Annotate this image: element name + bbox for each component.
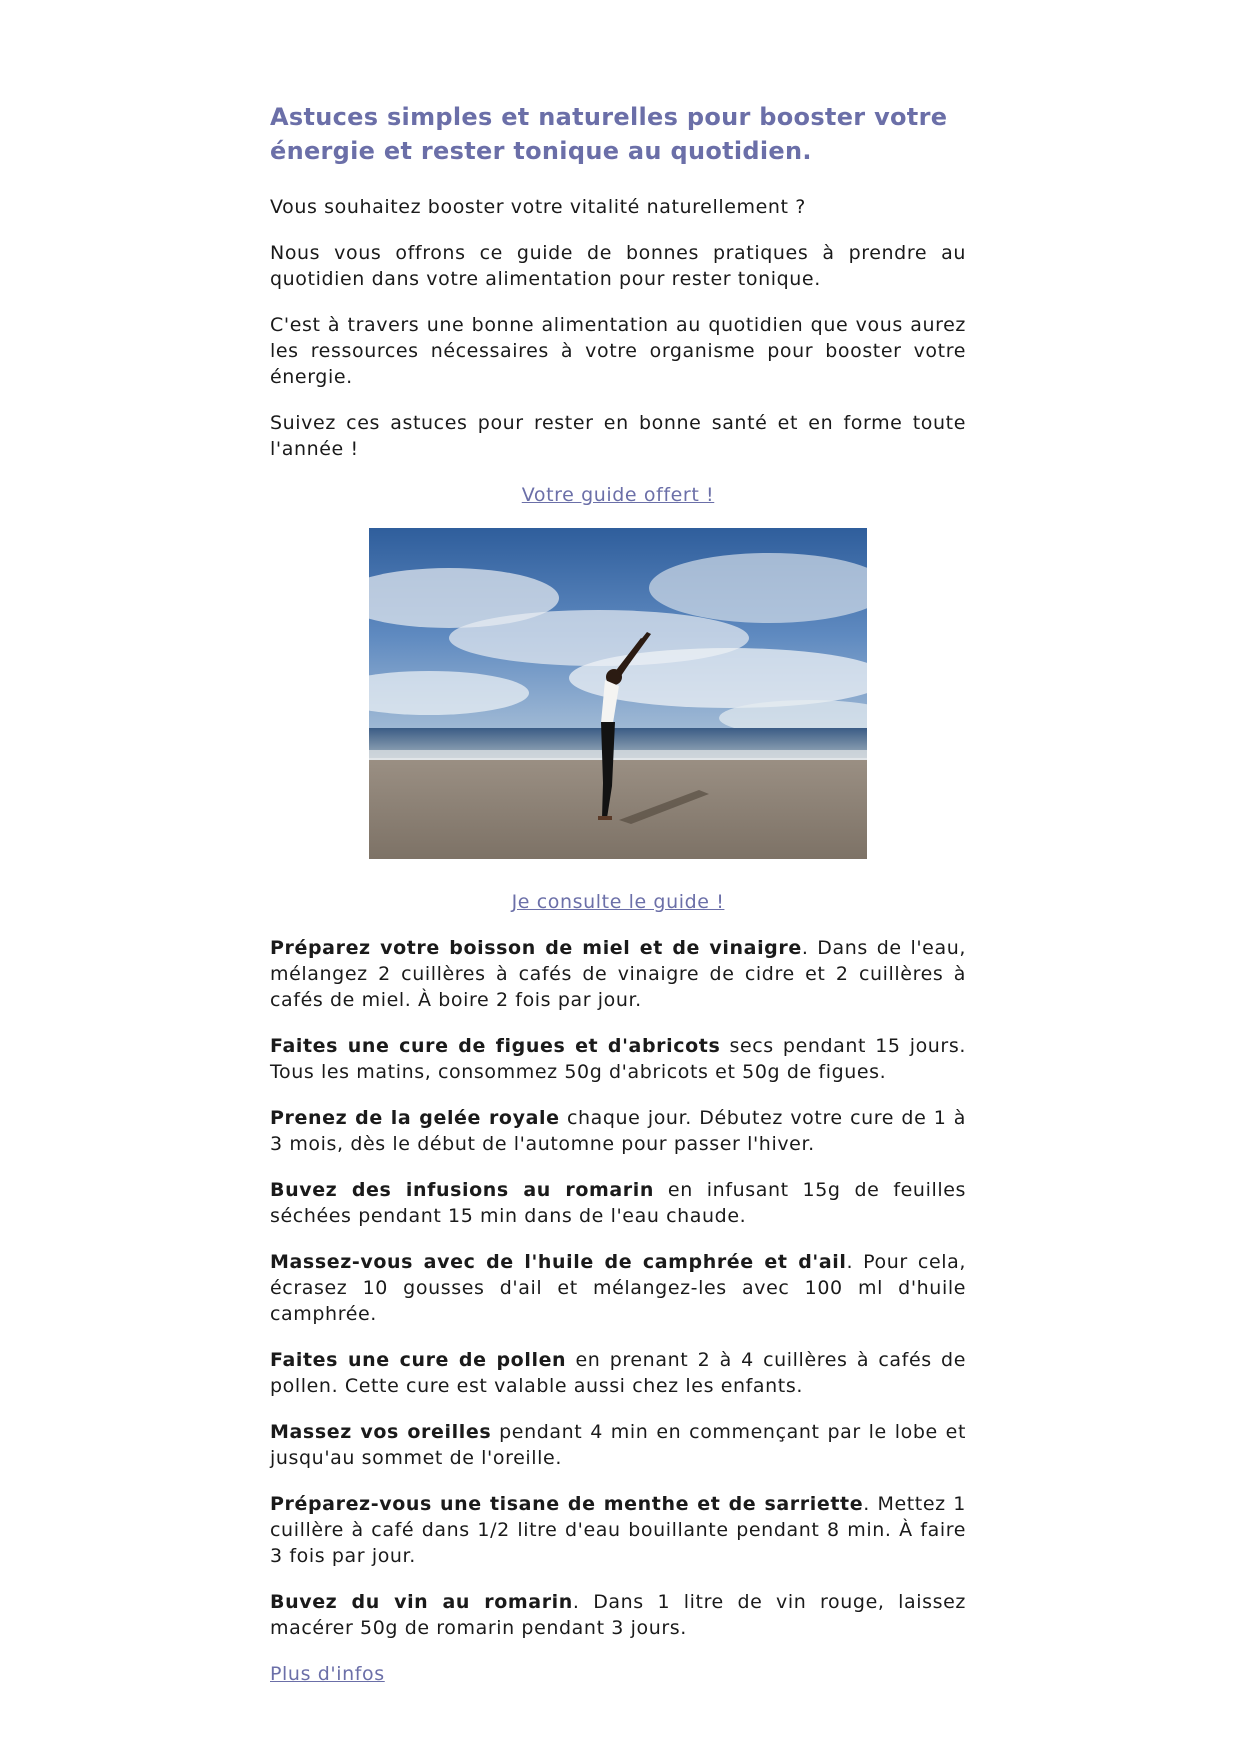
tip-text: en infusant 15g de feuilles séchées pendant 15 min dans de l'eau chaude. (270, 1179, 966, 1227)
tip-title: Préparez-vous une tisane de menthe et de sarriette (270, 1493, 864, 1515)
tip-text: en prenant 2 à 4 cuillères à cafés de pollen. Cette cure est valable aussi chez les enfants. (270, 1349, 966, 1397)
guide-link-wrapper (270, 482, 966, 508)
tip-paragraph (270, 1589, 966, 1641)
tip-title: Faites une cure de pollen (270, 1349, 567, 1371)
tip-title: Buvez des infusions au romarin (270, 1179, 655, 1201)
tip-title: Massez-vous avec de l'huile de camphrée et d'ail (270, 1251, 847, 1273)
consult-link-wrapper (270, 889, 966, 915)
article (270, 100, 966, 1687)
tip-paragraph (270, 1105, 966, 1157)
tip-title: Faites une cure de figues et d'abricots (270, 1035, 721, 1057)
tip-paragraph (270, 1177, 966, 1229)
tip-text: chaque jour. Débutez votre cure de 1 à 3 mois, dès le début de l'automne pour passer l'hiver. (270, 1107, 966, 1155)
tip-paragraph (270, 935, 966, 1013)
consult-guide-link[interactable]: Je consulte le guide ! (511, 891, 725, 913)
intro-paragraph: Suivez ces astuces pour rester en bonne santé et en forme toute l'année ! (270, 412, 966, 460)
tip-text: . Mettez 1 cuillère à café dans 1/2 litre d'eau bouillante pendant 8 min. À faire 3 fois par jour. (270, 1493, 966, 1567)
intro-paragraph: Nous vous offrons ce guide de bonnes pratiques à prendre au quotidien dans votre alimentation pour rester tonique. (270, 242, 966, 290)
tip-text: . Pour cela, écrasez 10 gousses d'ail et mélangez-les avec 100 ml d'huile camphrée. (270, 1251, 966, 1325)
beach-yoga-photo (369, 528, 867, 859)
more-info-wrapper (270, 1661, 966, 1687)
tip-text: pendant 4 min en commençant par le lobe et jusqu'au sommet de l'oreille. (270, 1421, 967, 1469)
tip-paragraph (270, 1033, 966, 1085)
tip-text: secs pendant 15 jours. Tous les matins, consommez 50g d'abricots et 50g de figues. (270, 1035, 966, 1083)
tip-text: . Dans de l'eau, mélangez 2 cuillères à cafés de vinaigre de cidre et 2 cuillères à cafés de miel. À boire 2 fois par jour. (270, 937, 966, 1011)
tip-paragraph (270, 1491, 966, 1569)
tip-title: Prenez de la gelée royale (270, 1107, 560, 1129)
tip-title: Préparez votre boisson de miel et de vinaigre (270, 937, 802, 959)
more-info-link[interactable]: Plus d'infos (270, 1663, 385, 1685)
guide-offert-link[interactable]: Votre guide offert ! (521, 484, 715, 506)
tip-paragraph (270, 1347, 966, 1399)
page-title: Astuces simples et naturelles pour booster votre énergie et rester tonique au quotidien. (270, 103, 948, 165)
tip-paragraph (270, 1249, 966, 1327)
intro-paragraph: C'est à travers une bonne alimentation au quotidien que vous aurez les ressources nécessaires à votre organisme pour booster votre énergie. (270, 314, 966, 388)
tip-title: Buvez du vin au romarin (270, 1591, 573, 1613)
tip-paragraph (270, 1419, 966, 1471)
tip-title: Massez vos oreilles (270, 1421, 492, 1443)
intro-paragraph: Vous souhaitez booster votre vitalité naturellement ? (270, 196, 806, 218)
tip-text: . Dans 1 litre de vin rouge, laissez macérer 50g de romarin pendant 3 jours. (270, 1591, 966, 1639)
